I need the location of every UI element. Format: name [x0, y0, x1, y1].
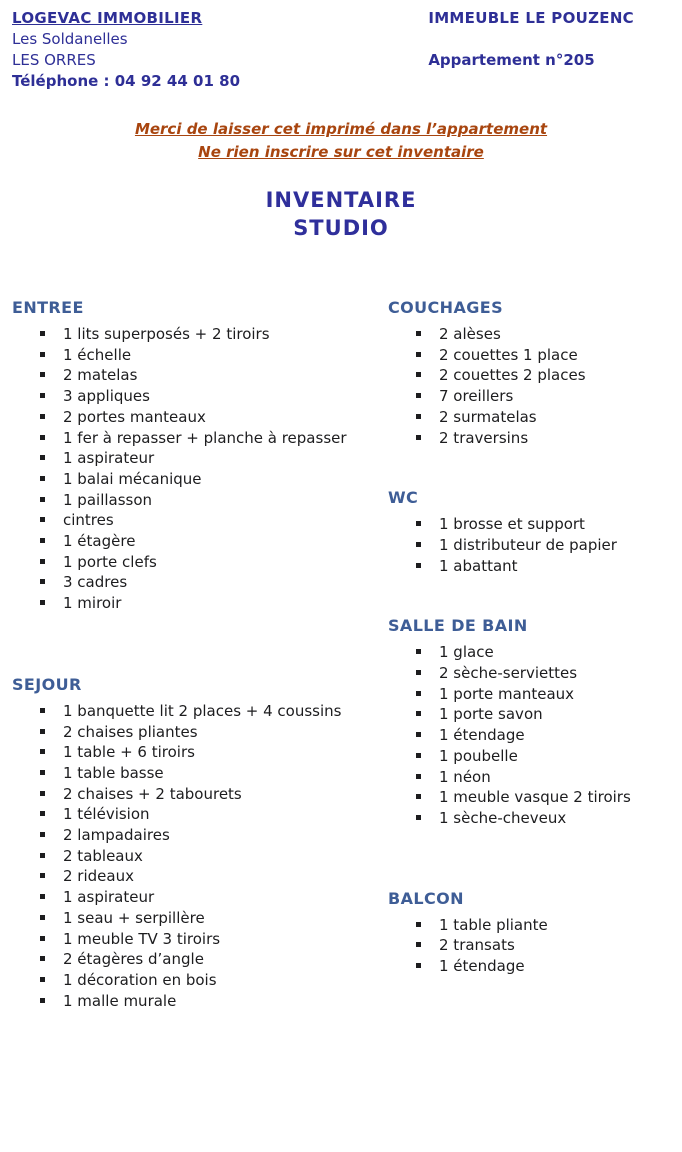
notice-line-2: Ne rien inscrire sur cet inventaire — [198, 143, 484, 161]
list-item — [12, 428, 388, 449]
item-text: 2 chaises pliantes — [63, 722, 198, 741]
bullet-icon — [40, 579, 45, 584]
item-text: 2 chaises + 2 tabourets — [63, 784, 242, 803]
building-name: IMMEUBLE LE POUZENC — [428, 9, 634, 27]
list-item — [388, 365, 682, 386]
list-item — [12, 846, 388, 867]
bullet-icon — [416, 393, 421, 398]
bullet-icon — [416, 691, 421, 696]
inventory-columns — [0, 298, 682, 1011]
section-heading: BALCON — [388, 888, 464, 908]
list-item — [388, 324, 682, 345]
list-item — [12, 448, 388, 469]
section-entree — [12, 298, 388, 614]
list-item — [12, 763, 388, 784]
bullet-icon — [40, 791, 45, 796]
list-item — [12, 531, 388, 552]
list-item — [388, 386, 682, 407]
bullet-icon — [40, 331, 45, 336]
item-text: 2 rideaux — [63, 867, 134, 886]
item-text: 1 brosse et support — [439, 515, 585, 534]
bullet-icon — [416, 963, 421, 968]
bullet-icon — [40, 936, 45, 941]
item-text: 2 étagères d’angle — [63, 950, 204, 969]
bullet-icon — [416, 542, 421, 547]
section-heading: WC — [388, 488, 419, 508]
bullet-icon — [40, 476, 45, 481]
bullet-icon — [40, 915, 45, 920]
bullet-icon — [416, 922, 421, 927]
item-text: 2 couettes 1 place — [439, 345, 578, 364]
list-item — [12, 784, 388, 805]
list-item — [12, 991, 388, 1012]
bullet-icon — [416, 942, 421, 947]
list-item — [12, 572, 388, 593]
item-text: 2 portes manteaux — [63, 407, 206, 426]
item-text: 1 table pliante — [439, 915, 548, 934]
bullet-icon — [40, 414, 45, 419]
agency-block — [12, 8, 240, 92]
item-text: 1 échelle — [63, 345, 132, 364]
bullet-icon — [40, 894, 45, 899]
item-text: 1 porte manteaux — [439, 684, 575, 703]
item-text: 1 aspirateur — [63, 888, 155, 907]
bullet-icon — [40, 873, 45, 878]
item-text: 1 télévision — [63, 805, 150, 824]
item-list — [12, 701, 388, 1012]
item-text: 1 balai mécanique — [63, 469, 202, 488]
bullet-icon — [416, 815, 421, 820]
bullet-icon — [40, 538, 45, 543]
bullet-icon — [40, 435, 45, 440]
list-item — [12, 804, 388, 825]
bullet-icon — [416, 649, 421, 654]
section-wc — [388, 488, 682, 576]
item-text: 1 aspirateur — [63, 449, 155, 468]
bullet-icon — [40, 393, 45, 398]
bullet-icon — [416, 372, 421, 377]
bullet-icon — [416, 794, 421, 799]
bullet-icon — [40, 372, 45, 377]
item-text: 1 table + 6 tiroirs — [63, 743, 195, 762]
bullet-icon — [416, 732, 421, 737]
bullet-icon — [40, 455, 45, 460]
list-item — [12, 887, 388, 908]
list-item — [12, 929, 388, 950]
item-list — [388, 642, 682, 828]
item-text: 2 tableaux — [63, 846, 143, 865]
bullet-icon — [40, 559, 45, 564]
list-item — [12, 701, 388, 722]
list-item — [12, 386, 388, 407]
item-list — [388, 514, 682, 576]
item-list — [12, 324, 388, 614]
item-text: 1 sèche-cheveux — [439, 808, 567, 827]
item-text: 1 glace — [439, 643, 494, 662]
phone-number: Téléphone : 04 92 44 01 80 — [12, 72, 241, 90]
item-text: 1 poubelle — [439, 746, 518, 765]
bullet-icon — [40, 832, 45, 837]
list-item — [12, 365, 388, 386]
list-item — [388, 725, 682, 746]
item-text: 1 porte savon — [439, 705, 543, 724]
list-item — [388, 663, 682, 684]
bullet-icon — [40, 600, 45, 605]
notice-block — [0, 118, 682, 164]
list-item — [388, 935, 682, 956]
list-item — [388, 787, 682, 808]
item-text: 1 meuble vasque 2 tiroirs — [439, 788, 631, 807]
apartment-number: Appartement n°205 — [428, 51, 595, 69]
company-name: LOGEVAC IMMOBILIER — [12, 9, 203, 27]
bullet-icon — [40, 729, 45, 734]
section-heading: SEJOUR — [12, 674, 82, 694]
item-list — [388, 324, 682, 448]
item-text: 1 abattant — [439, 556, 518, 575]
list-item — [388, 915, 682, 936]
item-text: 3 appliques — [63, 387, 150, 406]
list-item — [12, 552, 388, 573]
item-text: 1 lits superposés + 2 tiroirs — [63, 325, 270, 343]
item-text: 1 fer à repasser + planche à repasser — [63, 428, 347, 447]
list-item — [388, 345, 682, 366]
bullet-icon — [40, 749, 45, 754]
item-text: 7 oreillers — [439, 387, 514, 406]
item-text: 1 seau + serpillère — [63, 908, 205, 927]
list-item — [12, 908, 388, 929]
section-sejour — [12, 675, 388, 1012]
item-text: 3 cadres — [63, 573, 128, 592]
bullet-icon — [416, 352, 421, 357]
list-item — [12, 324, 388, 345]
item-text: 1 étendage — [439, 957, 525, 976]
address-line-2: LES ORRES — [12, 51, 96, 69]
item-text: 2 surmatelas — [439, 407, 537, 426]
title-line-2: STUDIO — [293, 216, 389, 240]
item-text: 2 alèses — [439, 325, 501, 343]
list-item — [12, 510, 388, 531]
bullet-icon — [40, 497, 45, 502]
item-text: 2 matelas — [63, 366, 138, 385]
bullet-icon — [416, 711, 421, 716]
item-text: 2 transats — [439, 936, 515, 955]
page-title — [0, 186, 682, 242]
list-item — [12, 407, 388, 428]
bullet-icon — [40, 517, 45, 522]
list-item — [388, 704, 682, 725]
right-column — [388, 298, 682, 1011]
bullet-icon — [40, 853, 45, 858]
bullet-icon — [416, 331, 421, 336]
item-text: 1 décoration en bois — [63, 970, 217, 989]
item-list — [388, 915, 682, 977]
list-item — [12, 742, 388, 763]
list-item — [12, 825, 388, 846]
notice-line-1: Merci de laisser cet imprimé dans l’appartement — [134, 120, 548, 138]
list-item — [12, 949, 388, 970]
bullet-icon — [416, 670, 421, 675]
item-text: 2 lampadaires — [63, 826, 170, 845]
item-text: 1 table basse — [63, 763, 164, 782]
item-text: 1 meuble TV 3 tiroirs — [63, 929, 221, 948]
section-salle-de-bain — [388, 616, 682, 828]
bullet-icon — [416, 521, 421, 526]
list-item — [12, 345, 388, 366]
list-item — [12, 490, 388, 511]
building-block — [428, 8, 634, 71]
bullet-icon — [40, 998, 45, 1003]
list-item — [388, 767, 682, 788]
section-heading: SALLE DE BAIN — [388, 616, 528, 636]
item-text: 2 couettes 2 places — [439, 366, 586, 385]
list-item — [388, 642, 682, 663]
list-item — [388, 556, 682, 577]
list-item — [12, 866, 388, 887]
item-text: 1 néon — [439, 767, 491, 786]
item-text: 2 traversins — [439, 428, 529, 447]
list-item — [388, 684, 682, 705]
section-heading: COUCHAGES — [388, 298, 504, 317]
item-text: 1 banquette lit 2 places + 4 coussins — [63, 701, 342, 720]
list-item — [388, 956, 682, 977]
bullet-icon — [40, 977, 45, 982]
bullet-icon — [40, 352, 45, 357]
list-item — [388, 746, 682, 767]
item-text: 1 miroir — [63, 594, 122, 613]
list-item — [12, 593, 388, 614]
bullet-icon — [416, 435, 421, 440]
item-text: 1 étagère — [63, 532, 136, 551]
document-header — [0, 0, 682, 92]
bullet-icon — [40, 811, 45, 816]
bullet-icon — [416, 774, 421, 779]
list-item — [12, 970, 388, 991]
title-line-1: INVENTAIRE — [265, 188, 417, 212]
section-heading: ENTREE — [12, 298, 84, 317]
list-item — [388, 535, 682, 556]
list-item — [388, 808, 682, 829]
address-line-1: Les Soldanelles — [12, 30, 128, 48]
item-text: 1 paillasson — [63, 490, 153, 509]
item-text: 1 étendage — [439, 726, 525, 745]
left-column — [12, 298, 388, 1011]
list-item — [388, 514, 682, 535]
bullet-icon — [416, 753, 421, 758]
item-text: cintres — [63, 511, 114, 530]
section-balcon — [388, 889, 682, 977]
bullet-icon — [40, 770, 45, 775]
bullet-icon — [40, 708, 45, 713]
list-item — [12, 469, 388, 490]
item-text: 1 distributeur de papier — [439, 535, 617, 554]
list-item — [388, 428, 682, 449]
bullet-icon — [416, 414, 421, 419]
list-item — [388, 407, 682, 428]
section-couchages — [388, 298, 682, 448]
bullet-icon — [416, 563, 421, 568]
bullet-icon — [40, 956, 45, 961]
item-text: 1 malle murale — [63, 991, 177, 1010]
list-item — [12, 722, 388, 743]
item-text: 1 porte clefs — [63, 552, 157, 571]
item-text: 2 sèche-serviettes — [439, 664, 578, 683]
